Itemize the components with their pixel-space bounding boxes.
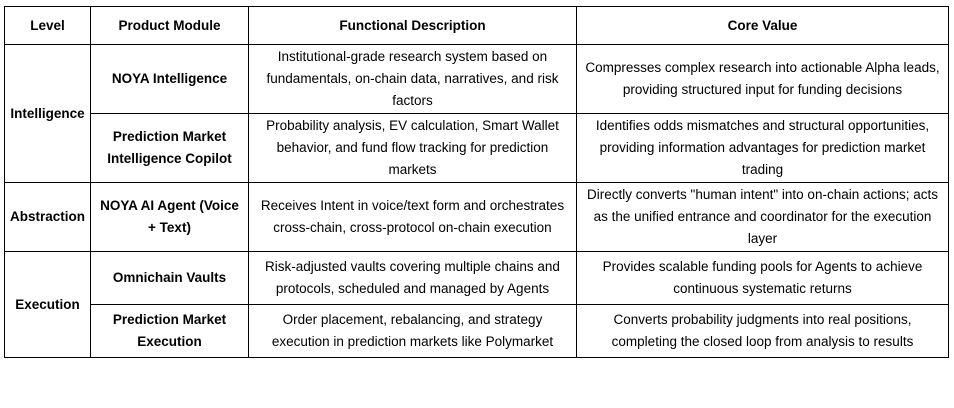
level-cell-abstraction: Abstraction [5,183,91,252]
table-row [5,305,949,358]
header-row [5,7,949,45]
description-cell: Order placement, rebalancing, and strategy execution in prediction markets like Polymarket [249,305,577,358]
description-cell: Risk-adjusted vaults covering multiple chains and protocols, scheduled and managed by Agents [249,252,577,305]
description-cell: Receives Intent in voice/text form and orchestrates cross-chain, cross-protocol on-chain execution [249,183,577,252]
value-cell: Compresses complex research into actionable Alpha leads, providing structured input for funding decisions [577,45,949,114]
product-module-table [4,6,949,358]
value-cell: Directly converts "human intent" into on-chain actions; acts as the unified entrance and coordinator for the execution layer [577,183,949,252]
module-cell: Omnichain Vaults [91,252,249,305]
header-core-value: Core Value [577,7,949,45]
module-cell: Prediction Market Intelligence Copilot [91,114,249,183]
module-cell: NOYA AI Agent (Voice + Text) [91,183,249,252]
header-level: Level [5,7,91,45]
header-functional-description: Functional Description [249,7,577,45]
value-cell: Identifies odds mismatches and structural opportunities, providing information advantages for prediction market trading [577,114,949,183]
value-cell: Converts probability judgments into real positions, completing the closed loop from analysis to results [577,305,949,358]
header-product-module: Product Module [91,7,249,45]
table-row [5,183,949,252]
module-cell: NOYA Intelligence [91,45,249,114]
level-cell-intelligence: Intelligence [5,45,91,183]
table-row [5,114,949,183]
description-cell: Probability analysis, EV calculation, Smart Wallet behavior, and fund flow tracking for prediction markets [249,114,577,183]
table-row [5,252,949,305]
level-cell-execution: Execution [5,252,91,358]
value-cell: Provides scalable funding pools for Agents to achieve continuous systematic returns [577,252,949,305]
description-cell: Institutional-grade research system based on fundamentals, on-chain data, narratives, and risk factors [249,45,577,114]
module-cell: Prediction Market Execution [91,305,249,358]
table-row [5,45,949,114]
